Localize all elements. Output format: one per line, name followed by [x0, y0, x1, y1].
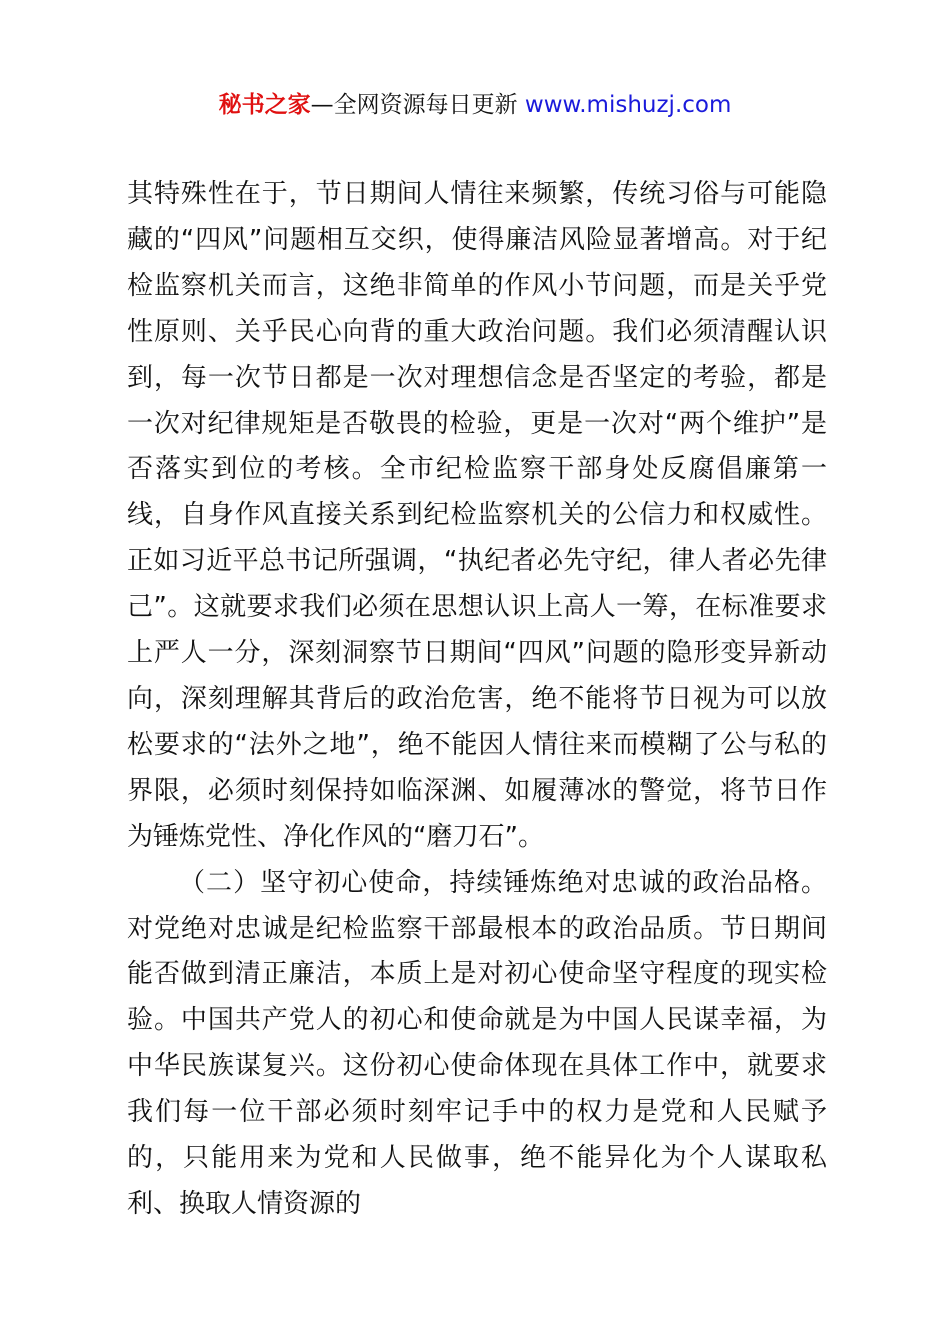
- body-paragraph: 其特殊性在于，节日期间人情往来频繁，传统习俗与可能隐藏的“四风”问题相互交织，使得廉洁风险显著增高。对于纪检监察机关而言，这绝非简单的作风小节问题，而是关乎党性原则、关乎民心向背的重大政治问题。我们必须清醒认识到，每一次节日都是一次对理想信念是否坚定的考验，都是一次对纪律规矩是否敬畏的检验，更是一次对“两个维护”是否落实到位的考核。全市纪检监察干部身处反腐倡廉第一线，自身作风直接关系到纪检监察机关的公信力和权威性。正如习近平总书记所强调，“执纪者必先守纪，律人者必先律己”。这就要求我们必须在思想认识上高人一筹，在标准要求上严人一分，深刻洞察节日期间“四风”问题的隐形变异新动向，深刻理解其背后的政治危害，绝不能将节日视为可以放松要求的“法外之地”，绝不能因人情往来而模糊了公与私的界限，必须时刻保持如临深渊、如履薄冰的警觉，将节日作为锤炼党性、净化作风的“磨刀石”。: [127, 179, 827, 852]
- site-brand: 秘书之家: [218, 92, 311, 118]
- document-body: [127, 172, 827, 1228]
- site-tagline: —全网资源每日更新: [310, 92, 525, 118]
- section-paragraph: （二）坚守初心使命，持续锤炼绝对忠诚的政治品格。对党绝对忠诚是纪检监察干部最根本的政治品质。节日期间能否做到清正廉洁，本质上是对初心使命坚守程度的现实检验。中国共产党人的初心和使命就是为中国人民谋幸福，为中华民族谋复兴。这份初心使命体现在具体工作中，就要求我们每一位干部必须时刻牢记手中的权力是党和人民赋予的，只能用来为党和人民做事，绝不能异化为个人谋取私利、换取人情资源的: [127, 867, 827, 1219]
- site-url-link[interactable]: www.mishuzj.com: [524, 92, 732, 118]
- site-header: [0, 88, 950, 122]
